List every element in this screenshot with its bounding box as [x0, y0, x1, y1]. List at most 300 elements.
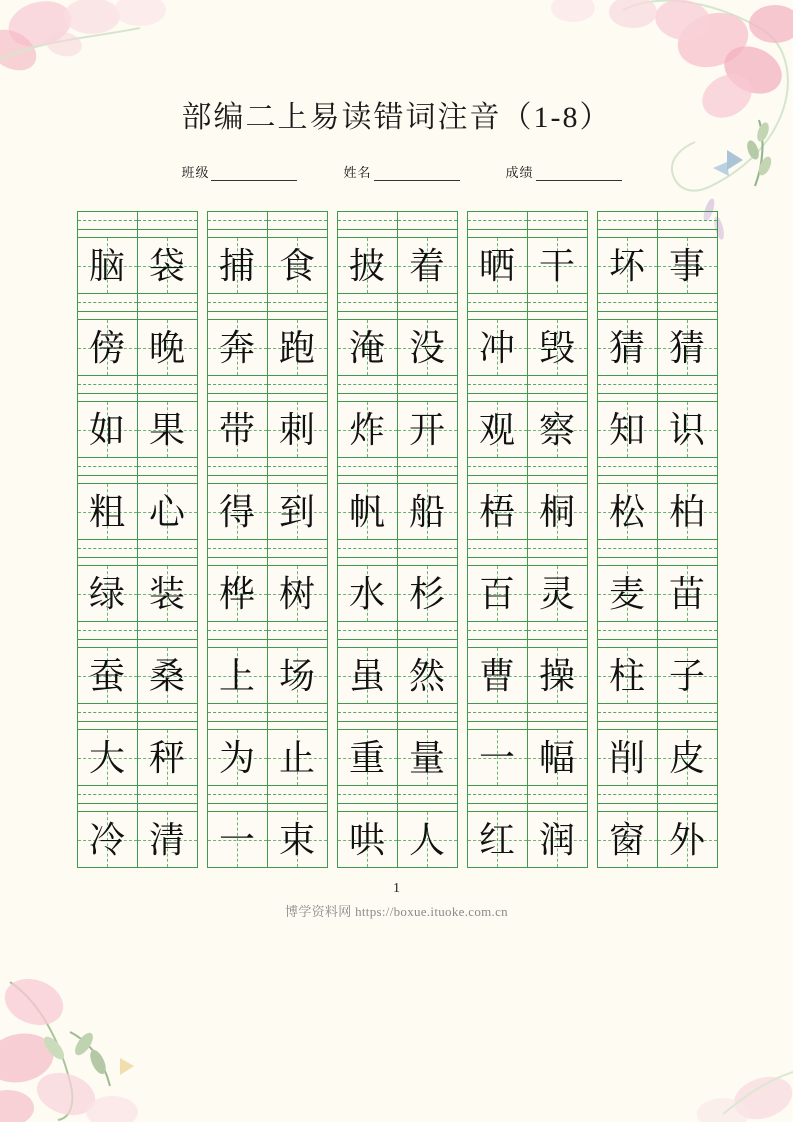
tianzige-cell[interactable] — [267, 703, 328, 786]
word-cell-pair — [597, 703, 717, 785]
character-box[interactable] — [528, 238, 587, 293]
character: 重 — [348, 737, 385, 778]
character-box[interactable] — [658, 402, 717, 457]
word-cell-pair — [467, 293, 587, 375]
word-cell-pair — [597, 457, 717, 539]
character-box[interactable] — [468, 402, 527, 457]
tianzige-cell[interactable] — [137, 785, 198, 868]
pinyin-staff[interactable] — [78, 212, 137, 238]
character-box[interactable] — [468, 484, 527, 539]
pinyin-staff[interactable] — [598, 704, 657, 730]
tianzige-cell[interactable] — [657, 457, 718, 540]
tianzige-cell[interactable] — [207, 539, 268, 622]
character: 束 — [278, 819, 315, 860]
pinyin-staff[interactable] — [398, 458, 457, 484]
character-box[interactable] — [528, 320, 587, 375]
character-box[interactable] — [658, 238, 717, 293]
tianzige-cell[interactable] — [137, 211, 198, 294]
pinyin-staff[interactable] — [528, 786, 587, 812]
tianzige-cell[interactable] — [657, 785, 718, 868]
character: 奔 — [218, 327, 255, 368]
pinyin-staff[interactable] — [138, 704, 197, 730]
tianzige-cell[interactable] — [467, 703, 528, 786]
tianzige-cell[interactable] — [597, 293, 658, 376]
tianzige-cell[interactable] — [137, 375, 198, 458]
word-cell-pair — [207, 703, 327, 785]
pinyin-staff[interactable] — [598, 212, 657, 238]
pinyin-staff[interactable] — [598, 540, 657, 566]
character-box[interactable] — [338, 238, 397, 293]
pinyin-staff[interactable] — [208, 212, 267, 238]
word-cell-pair — [337, 293, 457, 375]
character: 树 — [278, 573, 315, 614]
character-box[interactable] — [268, 730, 327, 785]
character-box[interactable] — [598, 812, 657, 867]
tianzige-cell[interactable] — [657, 293, 718, 376]
pinyin-staff[interactable] — [398, 294, 457, 320]
character-box[interactable] — [208, 484, 267, 539]
character-box[interactable] — [468, 648, 527, 703]
character: 清 — [148, 819, 185, 860]
tianzige-cell[interactable] — [597, 211, 658, 294]
character: 傍 — [88, 327, 125, 368]
tianzige-cell[interactable] — [657, 703, 718, 786]
character-box[interactable] — [338, 566, 397, 621]
character: 跑 — [278, 327, 315, 368]
pinyin-staff[interactable] — [528, 212, 587, 238]
pinyin-staff[interactable] — [138, 540, 197, 566]
character-box[interactable] — [468, 566, 527, 621]
character: 蚕 — [88, 655, 125, 696]
character: 食 — [278, 245, 315, 286]
word-cell-pair — [597, 375, 717, 457]
word-cell-pair — [77, 293, 197, 375]
tianzige-cell[interactable] — [267, 293, 328, 376]
student-info-row — [0, 162, 793, 181]
pinyin-staff[interactable] — [338, 786, 397, 812]
pinyin-staff[interactable] — [598, 376, 657, 402]
character: 干 — [538, 245, 575, 286]
tianzige-cell[interactable] — [77, 211, 138, 294]
tianzige-cell[interactable] — [527, 211, 588, 294]
character: 大 — [88, 737, 125, 778]
pinyin-staff[interactable] — [138, 376, 197, 402]
character-box[interactable] — [208, 648, 267, 703]
tianzige-cell[interactable] — [137, 293, 198, 376]
character: 幅 — [538, 737, 575, 778]
character-box[interactable] — [338, 402, 397, 457]
tianzige-cell[interactable] — [467, 785, 528, 868]
tianzige-cell[interactable] — [657, 211, 718, 294]
character-box[interactable] — [598, 402, 657, 457]
character: 观 — [478, 409, 515, 450]
pinyin-staff[interactable] — [338, 294, 397, 320]
word-cell-pair — [207, 293, 327, 375]
info-blank-class[interactable] — [211, 166, 297, 181]
pinyin-staff[interactable] — [658, 786, 717, 812]
tianzige-cell[interactable] — [657, 539, 718, 622]
tianzige-cell[interactable] — [137, 621, 198, 704]
pinyin-staff[interactable] — [528, 540, 587, 566]
character-box[interactable] — [268, 238, 327, 293]
character-box[interactable] — [658, 730, 717, 785]
character-box[interactable] — [598, 730, 657, 785]
character-box[interactable] — [598, 238, 657, 293]
tianzige-cell[interactable] — [267, 785, 328, 868]
tianzige-cell[interactable] — [397, 621, 458, 704]
character-box[interactable] — [528, 730, 587, 785]
character-box[interactable] — [658, 648, 717, 703]
pinyin-staff[interactable] — [78, 540, 137, 566]
tianzige-cell[interactable] — [267, 539, 328, 622]
character-box[interactable] — [398, 484, 457, 539]
pinyin-staff[interactable] — [398, 786, 457, 812]
tianzige-cell[interactable] — [397, 375, 458, 458]
pinyin-staff[interactable] — [468, 458, 527, 484]
tianzige-cell[interactable] — [77, 375, 138, 458]
character: 炸 — [348, 409, 385, 450]
character: 如 — [88, 409, 125, 450]
character-box[interactable] — [78, 648, 137, 703]
pinyin-staff[interactable] — [528, 376, 587, 402]
word-cell-pair — [77, 375, 197, 457]
tianzige-cell[interactable] — [397, 539, 458, 622]
pinyin-staff[interactable] — [468, 622, 527, 648]
word-cell-pair — [467, 211, 587, 293]
word-cell-pair — [597, 539, 717, 621]
character-box[interactable] — [658, 812, 717, 867]
pinyin-staff[interactable] — [268, 376, 327, 402]
pinyin-staff[interactable] — [78, 786, 137, 812]
pinyin-staff[interactable] — [468, 376, 527, 402]
tianzige-cell[interactable] — [207, 211, 268, 294]
pinyin-staff[interactable] — [338, 458, 397, 484]
pinyin-staff[interactable] — [268, 458, 327, 484]
character-box[interactable] — [658, 484, 717, 539]
character-box[interactable] — [398, 812, 457, 867]
info-field-class — [181, 162, 297, 181]
tianzige-cell[interactable] — [337, 539, 398, 622]
character-box[interactable] — [468, 812, 527, 867]
tianzige-cell[interactable] — [207, 375, 268, 458]
pinyin-staff[interactable] — [598, 622, 657, 648]
tianzige-cell[interactable] — [337, 703, 398, 786]
tianzige-cell[interactable] — [467, 457, 528, 540]
tianzige-cell[interactable] — [267, 375, 328, 458]
tianzige-cell[interactable] — [467, 621, 528, 704]
pinyin-staff[interactable] — [338, 704, 397, 730]
pinyin-staff[interactable] — [338, 212, 397, 238]
tianzige-cell[interactable] — [77, 457, 138, 540]
pinyin-staff[interactable] — [398, 376, 457, 402]
pinyin-staff[interactable] — [78, 704, 137, 730]
tianzige-cell[interactable] — [267, 621, 328, 704]
tianzige-cell[interactable] — [137, 457, 198, 540]
tianzige-cell[interactable] — [77, 539, 138, 622]
word-cell-pair — [207, 457, 327, 539]
pinyin-staff[interactable] — [208, 376, 267, 402]
tianzige-cell[interactable] — [597, 539, 658, 622]
character: 苗 — [668, 573, 705, 614]
tianzige-cell[interactable] — [267, 211, 328, 294]
tianzige-cell[interactable] — [597, 457, 658, 540]
character-box[interactable] — [208, 812, 267, 867]
character-box[interactable] — [598, 484, 657, 539]
character-box[interactable] — [398, 238, 457, 293]
tianzige-cell[interactable] — [467, 211, 528, 294]
character-box[interactable] — [398, 566, 457, 621]
pinyin-staff[interactable] — [138, 294, 197, 320]
pinyin-staff[interactable] — [138, 458, 197, 484]
page-title: 部编二上易读错词注音（1-8） — [181, 101, 612, 134]
character-box[interactable] — [78, 730, 137, 785]
character: 桦 — [218, 573, 255, 614]
character: 松 — [608, 491, 645, 532]
character-box[interactable] — [208, 320, 267, 375]
pinyin-staff[interactable] — [658, 540, 717, 566]
grid-column-1 — [77, 211, 197, 867]
tianzige-cell[interactable] — [657, 375, 718, 458]
tianzige-cell[interactable] — [137, 703, 198, 786]
pinyin-staff[interactable] — [658, 212, 717, 238]
practice-grid — [0, 211, 793, 867]
pinyin-staff[interactable] — [658, 458, 717, 484]
pinyin-staff[interactable] — [138, 622, 197, 648]
character-box[interactable] — [138, 566, 197, 621]
tianzige-cell[interactable] — [527, 703, 588, 786]
character-box[interactable] — [398, 648, 457, 703]
character-box[interactable] — [78, 484, 137, 539]
pinyin-staff[interactable] — [468, 786, 527, 812]
tianzige-cell[interactable] — [597, 703, 658, 786]
pinyin-staff[interactable] — [528, 294, 587, 320]
tianzige-cell[interactable] — [207, 703, 268, 786]
character-box[interactable] — [398, 320, 457, 375]
pinyin-staff[interactable] — [78, 376, 137, 402]
character-box[interactable] — [138, 730, 197, 785]
tianzige-cell[interactable] — [77, 703, 138, 786]
tianzige-cell[interactable] — [337, 621, 398, 704]
pinyin-staff[interactable] — [658, 622, 717, 648]
character: 开 — [408, 409, 445, 450]
character-box[interactable] — [78, 566, 137, 621]
pinyin-staff[interactable] — [398, 704, 457, 730]
character: 心 — [148, 491, 185, 532]
pinyin-staff[interactable] — [658, 376, 717, 402]
tianzige-cell[interactable] — [337, 375, 398, 458]
tianzige-cell[interactable] — [207, 785, 268, 868]
pinyin-staff[interactable] — [78, 458, 137, 484]
pinyin-staff[interactable] — [208, 704, 267, 730]
character-box[interactable] — [468, 730, 527, 785]
character-box[interactable] — [78, 238, 137, 293]
character-box[interactable] — [658, 320, 717, 375]
tianzige-cell[interactable] — [467, 375, 528, 458]
tianzige-cell[interactable] — [467, 293, 528, 376]
pinyin-staff[interactable] — [398, 212, 457, 238]
character: 子 — [668, 655, 705, 696]
character-box[interactable] — [138, 648, 197, 703]
word-cell-pair — [77, 211, 197, 293]
character-box[interactable] — [338, 812, 397, 867]
word-cell-pair — [337, 457, 457, 539]
character-box[interactable] — [208, 402, 267, 457]
tianzige-cell[interactable] — [77, 293, 138, 376]
tianzige-cell[interactable] — [207, 293, 268, 376]
tianzige-cell[interactable] — [337, 457, 398, 540]
pinyin-staff[interactable] — [268, 294, 327, 320]
grid-column-5 — [597, 211, 717, 867]
character-box[interactable] — [138, 812, 197, 867]
pinyin-staff[interactable] — [268, 540, 327, 566]
character-box[interactable] — [528, 402, 587, 457]
character: 知 — [608, 409, 645, 450]
tianzige-cell[interactable] — [267, 457, 328, 540]
tianzige-cell[interactable] — [597, 785, 658, 868]
word-cell-pair — [467, 785, 587, 867]
info-blank-score[interactable] — [536, 166, 622, 181]
character-box[interactable] — [338, 484, 397, 539]
tianzige-cell[interactable] — [527, 621, 588, 704]
character-box[interactable] — [268, 320, 327, 375]
character-box[interactable] — [598, 566, 657, 621]
character-box[interactable] — [528, 648, 587, 703]
pinyin-staff[interactable] — [208, 458, 267, 484]
tianzige-cell[interactable] — [467, 539, 528, 622]
word-cell-pair — [337, 703, 457, 785]
pinyin-staff[interactable] — [78, 294, 137, 320]
character-box[interactable] — [598, 648, 657, 703]
character-box[interactable] — [398, 402, 457, 457]
character-box[interactable] — [398, 730, 457, 785]
pinyin-staff[interactable] — [598, 786, 657, 812]
character-box[interactable] — [528, 484, 587, 539]
tianzige-cell[interactable] — [527, 457, 588, 540]
word-cell-pair — [337, 375, 457, 457]
tianzige-cell[interactable] — [597, 375, 658, 458]
pinyin-staff[interactable] — [268, 786, 327, 812]
pinyin-staff[interactable] — [208, 786, 267, 812]
character-box[interactable] — [468, 238, 527, 293]
character-box[interactable] — [338, 320, 397, 375]
pinyin-staff[interactable] — [208, 622, 267, 648]
pinyin-staff[interactable] — [208, 540, 267, 566]
pinyin-staff[interactable] — [468, 294, 527, 320]
tianzige-cell[interactable] — [77, 785, 138, 868]
tianzige-cell[interactable] — [397, 211, 458, 294]
tianzige-cell[interactable] — [337, 293, 398, 376]
word-cell-pair — [597, 785, 717, 867]
character-box[interactable] — [268, 402, 327, 457]
character-box[interactable] — [268, 812, 327, 867]
character-box[interactable] — [658, 566, 717, 621]
info-field-name — [343, 162, 459, 181]
character-box[interactable] — [528, 812, 587, 867]
pinyin-staff[interactable] — [398, 622, 457, 648]
pinyin-staff[interactable] — [468, 540, 527, 566]
pinyin-staff[interactable] — [598, 458, 657, 484]
tianzige-cell[interactable] — [597, 621, 658, 704]
tianzige-cell[interactable] — [527, 785, 588, 868]
info-blank-name[interactable] — [374, 166, 460, 181]
character-box[interactable] — [138, 402, 197, 457]
info-label-name: 姓名 — [343, 165, 372, 180]
character-box[interactable] — [78, 320, 137, 375]
pinyin-staff[interactable] — [138, 786, 197, 812]
character-box[interactable] — [78, 812, 137, 867]
word-cell-pair — [337, 785, 457, 867]
pinyin-staff[interactable] — [268, 212, 327, 238]
pinyin-staff[interactable] — [268, 622, 327, 648]
character-box[interactable] — [208, 730, 267, 785]
character-box[interactable] — [78, 402, 137, 457]
character-box[interactable] — [598, 320, 657, 375]
pinyin-staff[interactable] — [528, 458, 587, 484]
character-box[interactable] — [208, 566, 267, 621]
word-cell-pair — [337, 539, 457, 621]
character-box[interactable] — [528, 566, 587, 621]
character-box[interactable] — [138, 238, 197, 293]
word-cell-pair — [207, 621, 327, 703]
tianzige-cell[interactable] — [397, 703, 458, 786]
character-box[interactable] — [268, 484, 327, 539]
character: 冷 — [88, 819, 125, 860]
pinyin-staff[interactable] — [138, 212, 197, 238]
pinyin-staff[interactable] — [658, 294, 717, 320]
pinyin-staff[interactable] — [398, 540, 457, 566]
pinyin-staff[interactable] — [528, 622, 587, 648]
tianzige-cell[interactable] — [337, 785, 398, 868]
tianzige-cell[interactable] — [527, 539, 588, 622]
character-box[interactable] — [268, 648, 327, 703]
tianzige-cell[interactable] — [337, 211, 398, 294]
pinyin-staff[interactable] — [338, 376, 397, 402]
pinyin-staff[interactable] — [268, 704, 327, 730]
character-box[interactable] — [138, 484, 197, 539]
character-box[interactable] — [268, 566, 327, 621]
pinyin-staff[interactable] — [528, 704, 587, 730]
grid-column-2 — [207, 211, 327, 867]
pinyin-staff[interactable] — [208, 294, 267, 320]
tianzige-cell[interactable] — [207, 457, 268, 540]
character-box[interactable] — [468, 320, 527, 375]
pinyin-staff[interactable] — [658, 704, 717, 730]
character-box[interactable] — [338, 648, 397, 703]
tianzige-cell[interactable] — [137, 539, 198, 622]
pinyin-staff[interactable] — [598, 294, 657, 320]
character: 脑 — [88, 245, 125, 286]
pinyin-staff[interactable] — [468, 212, 527, 238]
tianzige-cell[interactable] — [397, 293, 458, 376]
character-box[interactable] — [208, 238, 267, 293]
character-box[interactable] — [138, 320, 197, 375]
info-label-score: 成绩 — [505, 165, 534, 180]
pinyin-staff[interactable] — [78, 622, 137, 648]
tianzige-cell[interactable] — [657, 621, 718, 704]
pinyin-staff[interactable] — [338, 540, 397, 566]
tianzige-cell[interactable] — [397, 785, 458, 868]
tianzige-cell[interactable] — [77, 621, 138, 704]
character: 曹 — [478, 655, 515, 696]
tianzige-cell[interactable] — [527, 293, 588, 376]
character-box[interactable] — [338, 730, 397, 785]
character: 绿 — [88, 573, 125, 614]
pinyin-staff[interactable] — [468, 704, 527, 730]
tianzige-cell[interactable] — [527, 375, 588, 458]
tianzige-cell[interactable] — [397, 457, 458, 540]
pinyin-staff[interactable] — [338, 622, 397, 648]
tianzige-cell[interactable] — [207, 621, 268, 704]
